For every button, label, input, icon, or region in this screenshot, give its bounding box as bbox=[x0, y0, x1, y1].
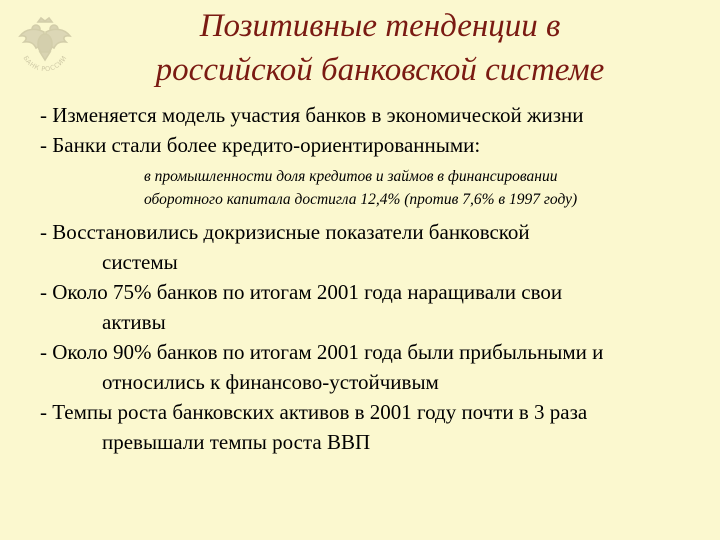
bullet-item-1: - Изменяется модель участия банков в экономической жизни bbox=[40, 103, 584, 127]
bullet-item-3: - Восстановились докризисные показатели банковской системы bbox=[40, 220, 530, 274]
sub-item-line-1: в промышленности доля кредитов и займов в финансировании bbox=[144, 168, 558, 185]
bullet-item-4: - Около 75% банков по итогам 2001 года наращивали свои активы bbox=[40, 280, 563, 334]
bullet-list bbox=[40, 100, 710, 457]
title-line-1: Позитивные тенденции в bbox=[199, 8, 561, 44]
emblem-text: БАНК РОССИИ bbox=[21, 54, 69, 74]
title-line-2: российской банковской системе bbox=[155, 52, 605, 88]
sub-item-line-2: оборотного капитала достигла 12,4% (против 7,6% в 1997 году) bbox=[144, 191, 578, 208]
bullet-item-6: - Темпы роста банковских активов в 2001 году почти в 3 раза превышали темпы роста ВВП bbox=[40, 400, 588, 454]
sub-item bbox=[144, 165, 710, 211]
bullet-item-5: - Около 90% банков по итогам 2001 года были прибыльными и относились к финансово-устойчивым bbox=[40, 340, 604, 394]
bank-emblem-icon bbox=[14, 14, 76, 76]
bullet-item-2: - Банки стали более кредито-ориентированными: bbox=[40, 133, 481, 157]
slide-title bbox=[90, 4, 670, 92]
